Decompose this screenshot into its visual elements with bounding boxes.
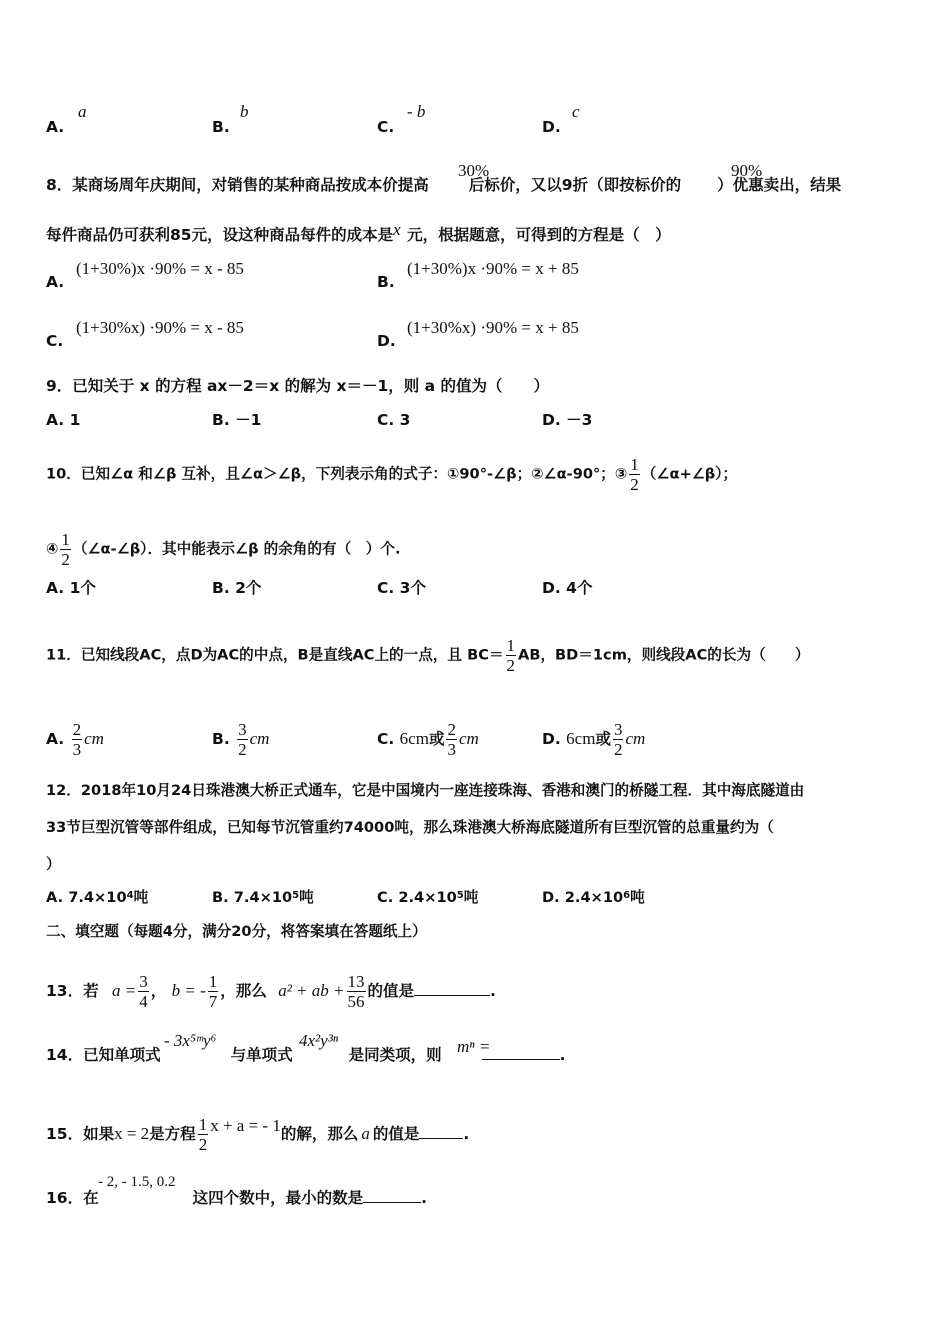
q15-answer-blank[interactable] (419, 1124, 463, 1139)
q9-stem: 9．已知关于 x 的方程 ax－2＝x 的解为 x＝－1，则 a 的值为（ ） (46, 377, 550, 395)
q12-option-a: A. $7.4\times 10^4$吨 (46, 889, 149, 906)
q10-option-a: A. 1个 (46, 579, 96, 597)
q11-stem: 11．已知线段AC，点D为AC的中点，B是直线AC上的一点，且 BC＝ $\frac{1}{2}$ AB，BD＝1cm，则线段AC的长为（ ） (46, 636, 810, 675)
q8-option-d: D. (377, 332, 396, 350)
q12-line2: 33节巨型沉管等部件组成，已知每节沉管重约74000吨，那么珠港澳大桥海底隧道所有巨型沉管的总重量约为（ (46, 819, 774, 836)
q7-option-c-value: - b (407, 102, 426, 121)
q11-option-a: A. $\frac{2}{3}$ cm (46, 720, 104, 759)
section-2-heading: 二、填空题（每题4分，满分20分，将答案填在答题纸上） (46, 923, 427, 940)
q16-line: 16．在 这四个数中，最小的数是 . (46, 1189, 427, 1207)
q16-answer-blank[interactable] (363, 1188, 421, 1203)
q14-line: 14．已知单项式 与单项式 是同类项，则 . (46, 1046, 566, 1064)
q8-pct-90: 90% (731, 161, 763, 180)
q14-answer-blank[interactable] (482, 1045, 560, 1060)
q10-option-b: B. 2个 (212, 579, 262, 597)
q8-line2: 每件商品仍可获利85元，设这种商品每件的成本是x 元，根据题意，可得到的方程是（ ） (46, 220, 671, 244)
q11-option-c: C. 6cm或 $\frac{2}{3}$ cm (377, 720, 479, 759)
q10-fraction-3: $\frac{1}{2}$ (630, 455, 639, 494)
q16-numbers: - 2, - 1.5, 0.2 (98, 1174, 176, 1190)
q9-option-a: A. 1 (46, 411, 81, 429)
q14-monomial-2: 4x²y³ⁿ (299, 1031, 339, 1050)
q8-option-b-eq: (1+30%)x ·90% = x + 85 (407, 259, 579, 278)
q7-option-b: B. (212, 118, 230, 136)
q14-expression: mⁿ = (457, 1037, 491, 1056)
q9-option-b: B. －1 (212, 411, 262, 429)
q7-option-a-value: a (78, 102, 87, 121)
q8-option-c: C. (46, 332, 64, 350)
q8-option-d-eq: (1+30%x) ·90% = x + 85 (407, 318, 579, 337)
q11-option-d: D. 6cm或 $\frac{3}{2}$ cm (542, 720, 646, 759)
q8-option-c-eq: (1+30%x) ·90% = x - 85 (76, 318, 244, 337)
q7-option-d-value: c (572, 102, 580, 121)
q12-option-d: D. $2.4\times 10^6$吨 (542, 889, 645, 906)
q10-option-c: C. 3个 (377, 579, 426, 597)
q8-line1: 8．某商场周年庆期间，对销售的某种商品按成本价提高 后标价，又以9折（即按标价的 ）优惠卖出，结果 (46, 176, 842, 194)
q7-option-b-value: b (240, 102, 249, 121)
q8-option-a: A. (46, 273, 65, 291)
question-15: 15．如果x = 2是方程 $\frac{1}{2}$ x + a = - 1的解，那么 a 的值是 . (46, 1115, 470, 1154)
q12-line3: ） (46, 856, 61, 873)
q12-option-c: C. $2.4\times 10^5$吨 (377, 889, 479, 906)
q13-answer-blank[interactable] (414, 981, 490, 996)
q8-option-b: B. (377, 273, 395, 291)
q9-option-c: C. 3 (377, 411, 411, 429)
q14-monomial-1: - 3x⁵ᵐy⁶ (164, 1031, 217, 1050)
q10-option-d: D. 4个 (542, 579, 593, 597)
q11-fraction-half: $\frac{1}{2}$ (506, 636, 516, 675)
q7-option-c: C. (377, 118, 395, 136)
q10-line1: 10．已知∠α 和∠β 互补，且∠α＞∠β，下列表示角的式子：①90°-∠β；②∠α-90°；③ $\frac{1}{2}$ （∠α+∠β）； (46, 455, 738, 494)
q9-option-d: D. －3 (542, 411, 593, 429)
q10-fraction-4: $\frac{1}{2}$ (61, 530, 70, 569)
q7-option-a: A. (46, 118, 65, 136)
q8-pct-30: 30% (458, 161, 490, 180)
question-13: 13．若 a = $\frac{3}{4}$ ， b = - $\frac{1}{7}$ ，那么 a² + ab + $\frac{13}{56}$ 的值是 . (46, 972, 496, 1011)
q8-option-a-eq: (1+30%)x ·90% = x - 85 (76, 259, 244, 278)
q7-option-d: D. (542, 118, 561, 136)
q10-line2: ④ $\frac{1}{2}$ （∠α-∠β）．其中能表示∠β 的余角的有（ ）个. (46, 530, 401, 569)
q12-option-b: B. $7.4\times 10^5$吨 (212, 889, 314, 906)
q12-line1: 12．2018年10月24日珠港澳大桥正式通车，它是中国境内一座连接珠海、香港和澳门的桥隧工程．其中海底隧道由 (46, 782, 805, 799)
q11-option-b: B. $\frac{3}{2}$ cm (212, 720, 270, 759)
